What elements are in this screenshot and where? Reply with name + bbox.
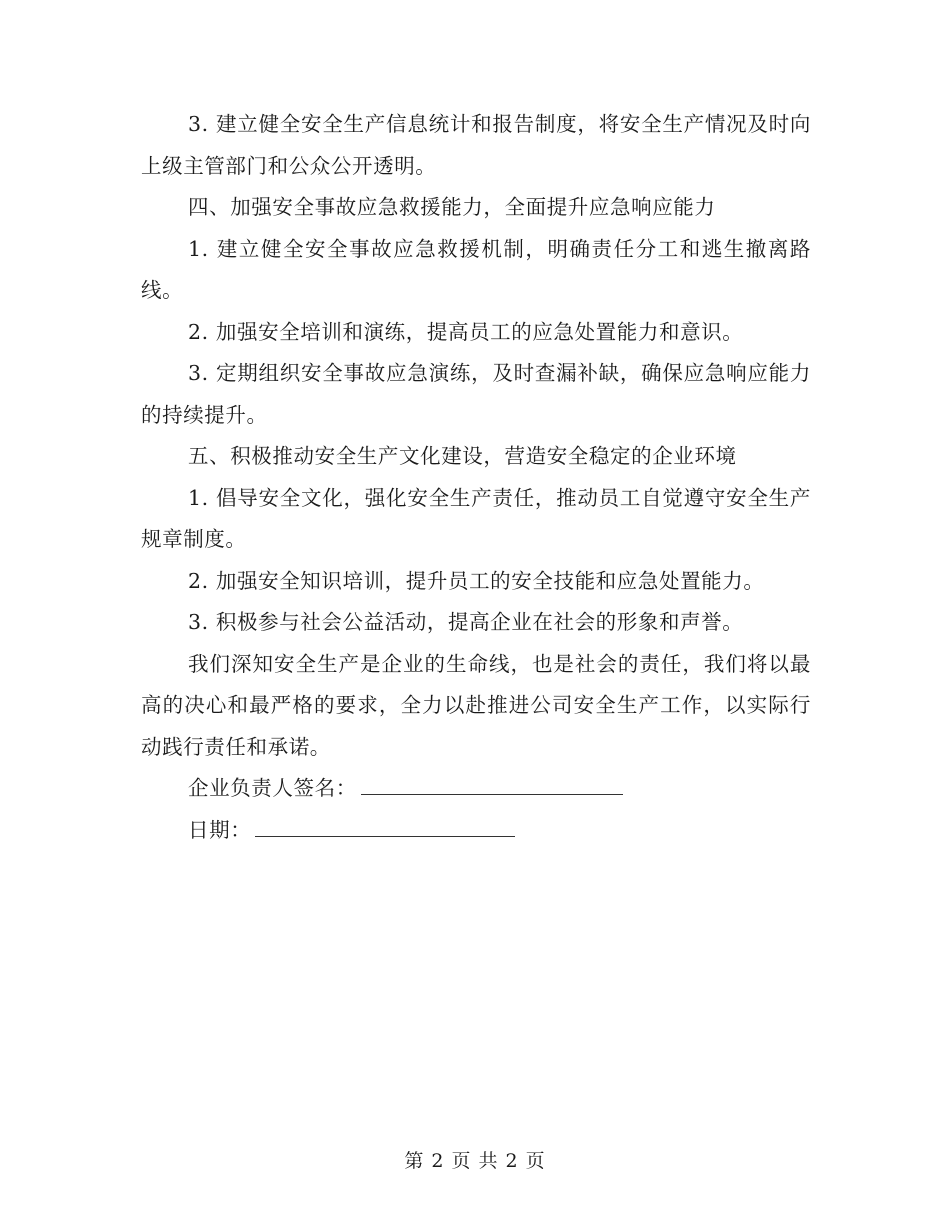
section-heading-culture: 五、积极推动安全生产文化建设，营造安全稳定的企业环境 — [188, 444, 737, 468]
paragraph-knowledge-training: 2. 加强安全知识培训，提升员工的安全技能和应急处置能力。 — [188, 568, 765, 593]
paragraph-report-system: 3. 建立健全安全生产信息统计和报告制度，将安全生产情况及时向上级主管部门和公众公开透明。 — [141, 112, 811, 178]
signature-row — [141, 768, 811, 810]
paragraph-safety-culture: 1. 倡导安全文化，强化安全生产责任，推动员工自觉遵守安全生产规章制度。 — [141, 485, 811, 551]
page-number-indicator: 第 2 页 共 2 页 — [404, 1150, 546, 1172]
paragraph-training-drills: 2. 加强安全培训和演练，提高员工的应急处置能力和意识。 — [188, 319, 744, 344]
paragraph-regular-drills: 3. 定期组织安全事故应急演练，及时查漏补缺，确保应急响应能力的持续提升。 — [141, 361, 811, 427]
date-row — [141, 810, 811, 852]
page-footer — [0, 1146, 950, 1173]
paragraph-public-welfare: 3. 积极参与社会公益活动，提高企业在社会的形象和声誉。 — [188, 610, 744, 634]
date-blank-line[interactable] — [255, 818, 515, 837]
section-heading-emergency: 四、加强安全事故应急救援能力，全面提升应急响应能力 — [188, 195, 716, 219]
signature-label: 企业负责人签名： — [188, 776, 357, 800]
paragraph-commitment: 我们深知安全生产是企业的生命线，也是社会的责任，我们将以最高的决心和最严格的要求，全力以赴推进公司安全生产工作，以实际行动践行责任和承诺。 — [141, 651, 811, 759]
date-label: 日期： — [188, 817, 252, 842]
document-body — [141, 104, 811, 851]
paragraph-rescue-mechanism: 1. 建立健全安全事故应急救援机制，明确责任分工和逃生撤离路线。 — [141, 236, 811, 302]
signature-blank-line[interactable] — [361, 776, 623, 795]
